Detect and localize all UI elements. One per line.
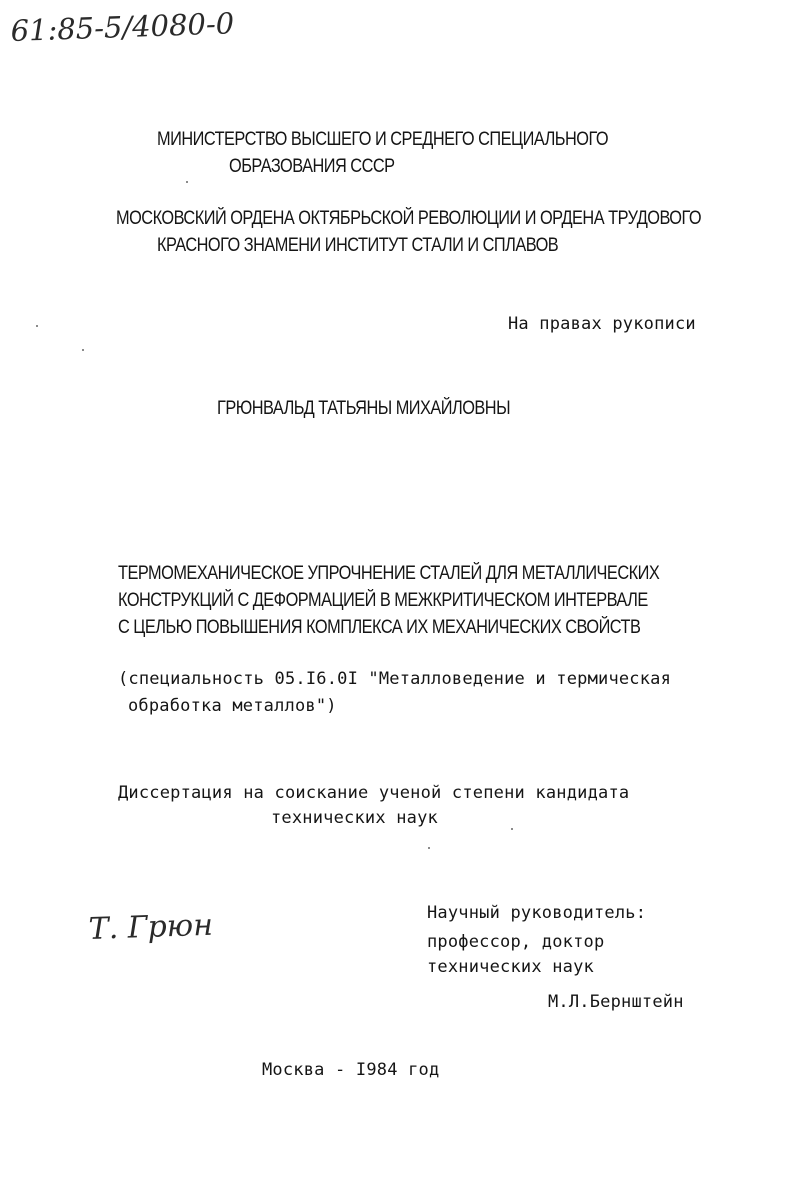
supervisor-field: технических наук: [427, 957, 594, 977]
dissertation-line-1: Диссертация на соискание ученой степени кандидата: [118, 783, 630, 803]
scan-speck: [186, 181, 188, 183]
title-line-2: КОНСТРУКЦИЙ С ДЕФОРМАЦИЕЙ В МЕЖКРИТИЧЕСКОМ ИНТЕРВАЛЕ: [118, 590, 648, 611]
scan-speck: [428, 847, 430, 849]
scan-speck: [36, 325, 38, 327]
supervisor-name: М.Л.Бернштейн: [548, 992, 684, 1012]
ministry-line-1: МИНИСТЕРСТВО ВЫСШЕГО И СРЕДНЕГО СПЕЦИАЛЬНОГО: [157, 129, 609, 150]
manuscript-rights: На правах рукописи: [508, 314, 696, 334]
title-line-1: ТЕРМОМЕХАНИЧЕСКОЕ УПРОЧНЕНИЕ СТАЛЕЙ ДЛЯ МЕТАЛЛИЧЕСКИХ: [118, 563, 660, 584]
supervisor-degree: профессор, доктор: [427, 932, 605, 952]
title-line-3: С ЦЕЛЬЮ ПОВЫШЕНИЯ КОМПЛЕКСА ИХ МЕХАНИЧЕСКИХ СВОЙСТВ: [118, 617, 641, 638]
ministry-line-2: ОБРАЗОВАНИЯ СССР: [229, 156, 395, 177]
institute-line-1: МОСКОВСКИЙ ОРДЕНА ОКТЯБРЬСКОЙ РЕВОЛЮЦИИ И ОРДЕНА ТРУДОВОГО: [116, 208, 702, 229]
specialty-line-2: обработка металлов"): [128, 696, 337, 716]
supervisor-label: Научный руководитель:: [427, 903, 647, 923]
scan-speck: [82, 349, 84, 351]
author-name: ГРЮНВАЛЬД ТАТЬЯНЫ МИХАЙЛОВНЫ: [217, 398, 511, 419]
institute-line-2: КРАСНОГО ЗНАМЕНИ ИНСТИТУТ СТАЛИ И СПЛАВОВ: [157, 235, 559, 256]
dissertation-line-2: технических наук: [271, 808, 438, 828]
scan-speck: [511, 828, 513, 830]
archive-number-handwritten: 61:85-5/4080-0: [10, 6, 235, 48]
author-signature: Т. Грюн: [88, 907, 214, 947]
specialty-line-1: (специальность 05.I6.0I "Металловедение и термическая: [118, 669, 672, 689]
city-year: Москва - I984 год: [262, 1060, 440, 1080]
